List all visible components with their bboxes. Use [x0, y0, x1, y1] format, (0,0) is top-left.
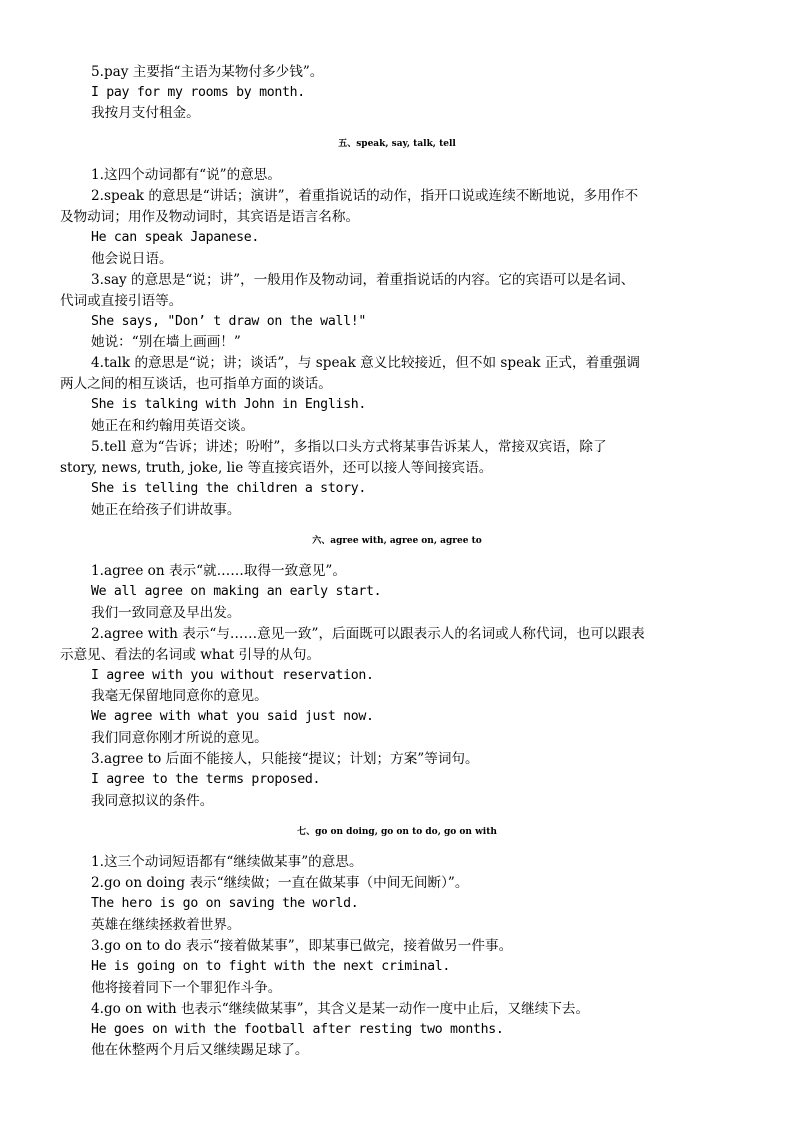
- s6-example-2-zh: 我毫无保留地同意你的意见。: [91, 688, 268, 704]
- s5-example-2-en: She says, "Don’ t draw on the wall!": [91, 314, 367, 329]
- s4-example-en: I pay for my rooms by month.: [91, 85, 305, 100]
- s7-point-1: 1.这三个动词短语都有“继续做某事”的意思。: [91, 854, 363, 870]
- s5-example-1-en: He can speak Japanese.: [91, 230, 260, 245]
- s6-example-4-en: I agree to the terms proposed.: [91, 772, 321, 787]
- s6-point-2-cont: 示意见、看法的名词或 what 引导的从句。: [60, 647, 321, 663]
- s5-point-5-cont: story, news, truth, joke, lie 等直接宾语外，还可以接人等间接宾语。: [60, 460, 493, 476]
- s6-example-3-zh: 我们同意你刚才所说的意见。: [91, 730, 268, 746]
- s6-point-2: 2.agree with 表示“与……意见一致”，后面既可以跟表示人的名词或人称代词，也可以跟表: [91, 626, 645, 642]
- s5-example-1-zh: 他会说日语。: [91, 251, 173, 267]
- s7-example-2-zh: 他将接着同下一个罪犯作斗争。: [91, 980, 282, 996]
- section-7-heading: 七、go on doing, go on to do, go on with: [297, 827, 497, 837]
- s6-example-1-en: We all agree on making an early start.: [91, 584, 382, 599]
- s4-point-5: 5.pay 主要指“主语为某物付多少钱”。: [91, 64, 324, 80]
- s5-point-2-cont: 及物动词；用作及物动词时，其宾语是语言名称。: [60, 209, 360, 225]
- section-5-heading: 五、speak, say, talk, tell: [338, 139, 456, 149]
- s5-example-3-zh: 她正在和约翰用英语交谈。: [91, 418, 255, 434]
- s4-example-zh: 我按月支付租金。: [91, 105, 200, 121]
- s5-point-5: 5.tell 意为“告诉；讲述；吩咐”，多指以口头方式将某事告诉某人，常接双宾语，除了: [91, 439, 607, 455]
- s6-example-2-en: I agree with you without reservation.: [91, 668, 374, 683]
- s5-point-4-cont: 两人之间的相互谈话，也可指单方面的谈话。: [60, 376, 332, 392]
- s5-point-1: 1.这四个动词都有“说”的意思。: [91, 167, 281, 183]
- s5-example-2-zh: 她说：“别在墙上画画！”: [91, 334, 241, 350]
- s5-example-4-en: She is telling the children a story.: [91, 481, 367, 496]
- s5-example-4-zh: 她正在给孩子们讲故事。: [91, 502, 241, 518]
- s7-example-1-en: The hero is go on saving the world.: [91, 896, 359, 911]
- s5-point-3: 3.say 的意思是“说；讲”，一般用作及物动词，着重指说话的内容。它的宾语可以是名词、: [91, 272, 635, 288]
- s5-point-4: 4.talk 的意思是“说；讲；谈话”，与 speak 意义比较接近，但不如 speak 正式，着重强调: [91, 355, 640, 371]
- s7-example-3-en: He goes on with the football after resting two months.: [91, 1022, 504, 1037]
- s6-example-4-zh: 我同意拟议的条件。: [91, 793, 214, 809]
- s5-point-2: 2.speak 的意思是“讲话；演讲”，着重指说话的动作，指开口说或连续不断地说，多用作不: [91, 188, 639, 204]
- s7-example-1-zh: 英雄在继续拯救着世界。: [91, 917, 241, 933]
- s7-point-4: 4.go on with 也表示“继续做某事”，其含义是某一动作一度中止后，又继续下去。: [91, 1001, 590, 1017]
- s6-point-1: 1.agree on 表示“就……取得一致意见”。: [91, 563, 346, 579]
- s7-point-3: 3.go on to do 表示“接着做某事”，即某事已做完，接着做另一件事。: [91, 938, 513, 954]
- s5-point-3-cont: 代词或直接引语等。: [60, 293, 183, 309]
- section-6-heading: 六、agree with, agree on, agree to: [312, 536, 482, 546]
- s7-point-2: 2.go on doing 表示“继续做；一直在做某事（中间无间断）”。: [91, 875, 469, 891]
- s5-example-3-en: She is talking with John in English.: [91, 397, 367, 412]
- s6-example-3-en: We agree with what you said just now.: [91, 709, 374, 724]
- s6-example-1-zh: 我们一致同意及早出发。: [91, 605, 241, 621]
- s6-point-3: 3.agree to 后面不能接人，只能接“提议；计划；方案”等词句。: [91, 751, 479, 767]
- s7-example-2-en: He is going on to fight with the next criminal.: [91, 959, 451, 974]
- s7-example-3-zh: 他在休整两个月后又继续踢足球了。: [91, 1042, 309, 1058]
